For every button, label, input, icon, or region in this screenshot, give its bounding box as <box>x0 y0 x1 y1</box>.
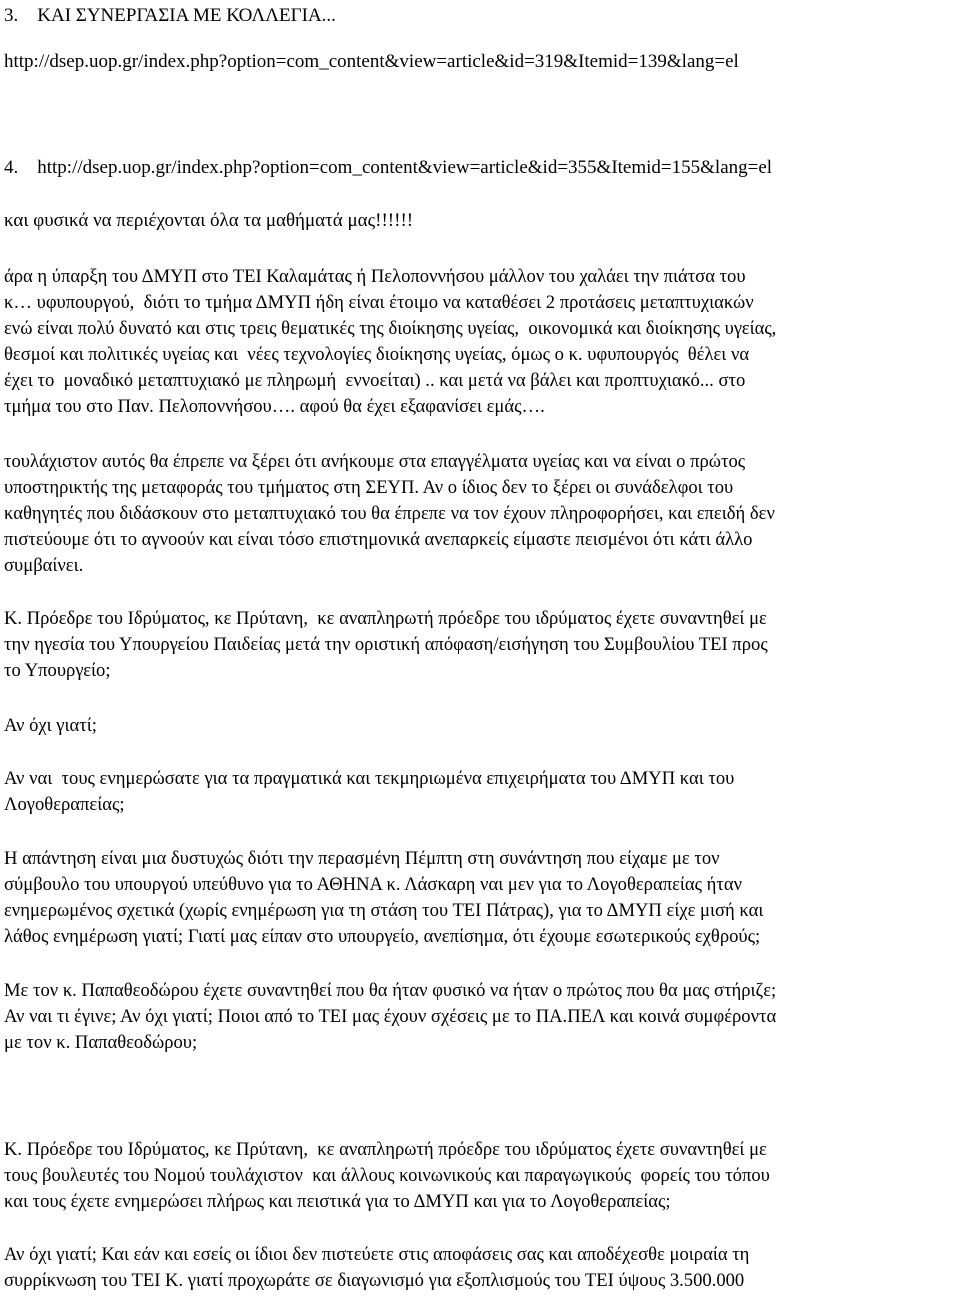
text-line: καθηγητές που διδάσκουν στο μεταπτυχιακό του θα έπρεπε να τον έχουν πληροφορήσει, και επειδή δεν <box>4 503 775 524</box>
text-line: τουλάχιστον αυτός θα έπρεπε να ξέρει ότι ανήκουμε στα επαγγέλματα υγείας και να είναι ο πρώτος <box>4 451 746 472</box>
text-line: ενώ είναι πολύ δυνατό και στις τρεις θεματικές της διοίκησης υγείας, οικονομικά και διοίκησης υγείας, <box>4 318 777 339</box>
link-url-4[interactable]: 4. http://dsep.uop.gr/index.php?option=com_content&view=article&id=355&Itemid=155&lang=el <box>4 157 773 178</box>
text-line: Κ. Πρόεδρε του Ιδρύματος, κε Πρύτανη, κε αναπληρωτή πρόεδρε του ιδρύματος έχετε συναντηθεί με <box>4 1139 767 1160</box>
text-line: και τους έχετε ενημερώσει πλήρως και πειστικά για το ΔΜΥΠ και για το Λογοθεραπείας; <box>4 1191 671 1212</box>
text-line: θεσμοί και πολιτικές υγείας και νέες τεχνολογίες διοίκησης υγείας, όμως ο κ. υφυπουργός θέλει να <box>4 344 750 365</box>
text-line: Λογοθεραπείας; <box>4 794 125 815</box>
text-line: συμβαίνει. <box>4 555 84 576</box>
text-line: με τον κ. Παπαθεοδώρου; <box>4 1032 198 1053</box>
text-line: Αν ναι τους ενημερώσατε για τα πραγματικά και τεκμηριωμένα επιχειρήματα του ΔΜΥΠ και του <box>4 768 735 789</box>
section-heading: 3. ΚΑΙ ΣΥΝΕΡΓΑΣΙΑ ΜΕ ΚΟΛΛΕΓΙΑ... <box>4 5 336 26</box>
text-line: Αν ναι τι έγινε; Αν όχι γιατί; Ποιοι από το ΤΕΙ μας έχουν σχέσεις με το ΠΑ.ΠΕΛ και κοινά συμφέροντα <box>4 1006 777 1027</box>
text-line: τους βουλευτές του Νομού τουλάχιστον και άλλους κοινωνικούς και παραγωγικούς φορείς του τόπου <box>4 1165 770 1186</box>
text-line: Με τον κ. Παπαθεοδώρου έχετε συναντηθεί που θα ήταν φυσικό να ήταν ο πρώτος που θα μας στήριζε; <box>4 980 777 1001</box>
text-line: ενημερωμένος σχετικά (χωρίς ενημέρωση για τη στάση του ΤΕΙ Πάτρας), για το ΔΜΥΠ είχε μισή και <box>4 900 764 921</box>
text-line: Η απάντηση είναι μια δυστυχώς διότι την περασμένη Πέμπτη στη συνάντηση που είχαμε με τον <box>4 848 720 869</box>
text-line: άρα η ύπαρξη του ΔΜΥΠ στο ΤΕΙ Καλαμάτας ή Πελοποννήσου μάλλον του χαλάει την πιάτσα του <box>4 266 746 287</box>
text-line: συρρίκνωση του ΤΕΙ Κ. γιατί προχωράτε σε διαγωνισμό για εξοπλισμούς του ΤΕΙ ύψους 3.500.000 <box>4 1270 745 1291</box>
text-line: την ηγεσία του Υπουργείου Παιδείας μετά την οριστική απόφαση/εισήγηση του Συμβουλίου ΤΕΙ προς <box>4 634 768 655</box>
text-line: έχει το μοναδικό μεταπτυχιακό με πληρωμή εννοείται) .. και μετά να βάλει και προπτυχιακό... στο <box>4 370 746 391</box>
text-line: Κ. Πρόεδρε του Ιδρύματος, κε Πρύτανη, κε αναπληρωτή πρόεδρε του ιδρύματος έχετε συναντηθεί με <box>4 608 767 629</box>
text-line: Αν όχι γιατί; Και εάν και εσείς οι ίδιοι δεν πιστεύετε στις αποφάσεις σας και αποδέχεσθε μοιραία τη <box>4 1244 750 1265</box>
paragraph-4: Αν όχι γιατί; <box>4 715 97 736</box>
text-line: σύμβουλο του υπουργού υπεύθυνο για το ΑΘΗΝΑ κ. Λάσκαρη ναι μεν για το Λογοθεραπείας ήταν <box>4 874 743 895</box>
text-line: λάθος ενημέρωση γιατί; Γιατί μας είπαν στο υπουργείο, ανεπίσημα, ότι έχουμε εσωτερικούς εχθρούς; <box>4 926 761 947</box>
link-url-1[interactable]: http://dsep.uop.gr/index.php?option=com_content&view=article&id=319&Itemid=139&lang=el <box>4 51 739 72</box>
text-line: πιστεύουμε ότι το αγνοούν και είναι τόσο επιστημονικά ανεπαρκείς είμαστε πεισμένοι ότι κάτι άλλο <box>4 529 753 550</box>
text-line: το Υπουργείο; <box>4 660 111 681</box>
text-line: τμήμα του στο Παν. Πελοποννήσου…. αφού θα έχει εξαφανίσει εμάς…. <box>4 396 545 417</box>
text-line: υποστηρικτής της μεταφοράς του τμήματος στη ΣΕΥΠ. Αν ο ίδιος δεν το ξέρει οι συνάδελφοι του <box>4 477 734 498</box>
text-line: κ… υφυπουργού, διότι το τμήμα ΔΜΥΠ ήδη είναι έτοιμο να καταθέσει 2 προτάσεις μεταπτυχιακών <box>4 292 754 313</box>
courses-line: και φυσικά να περιέχονται όλα τα μαθήματά μας!!!!!! <box>4 210 414 231</box>
